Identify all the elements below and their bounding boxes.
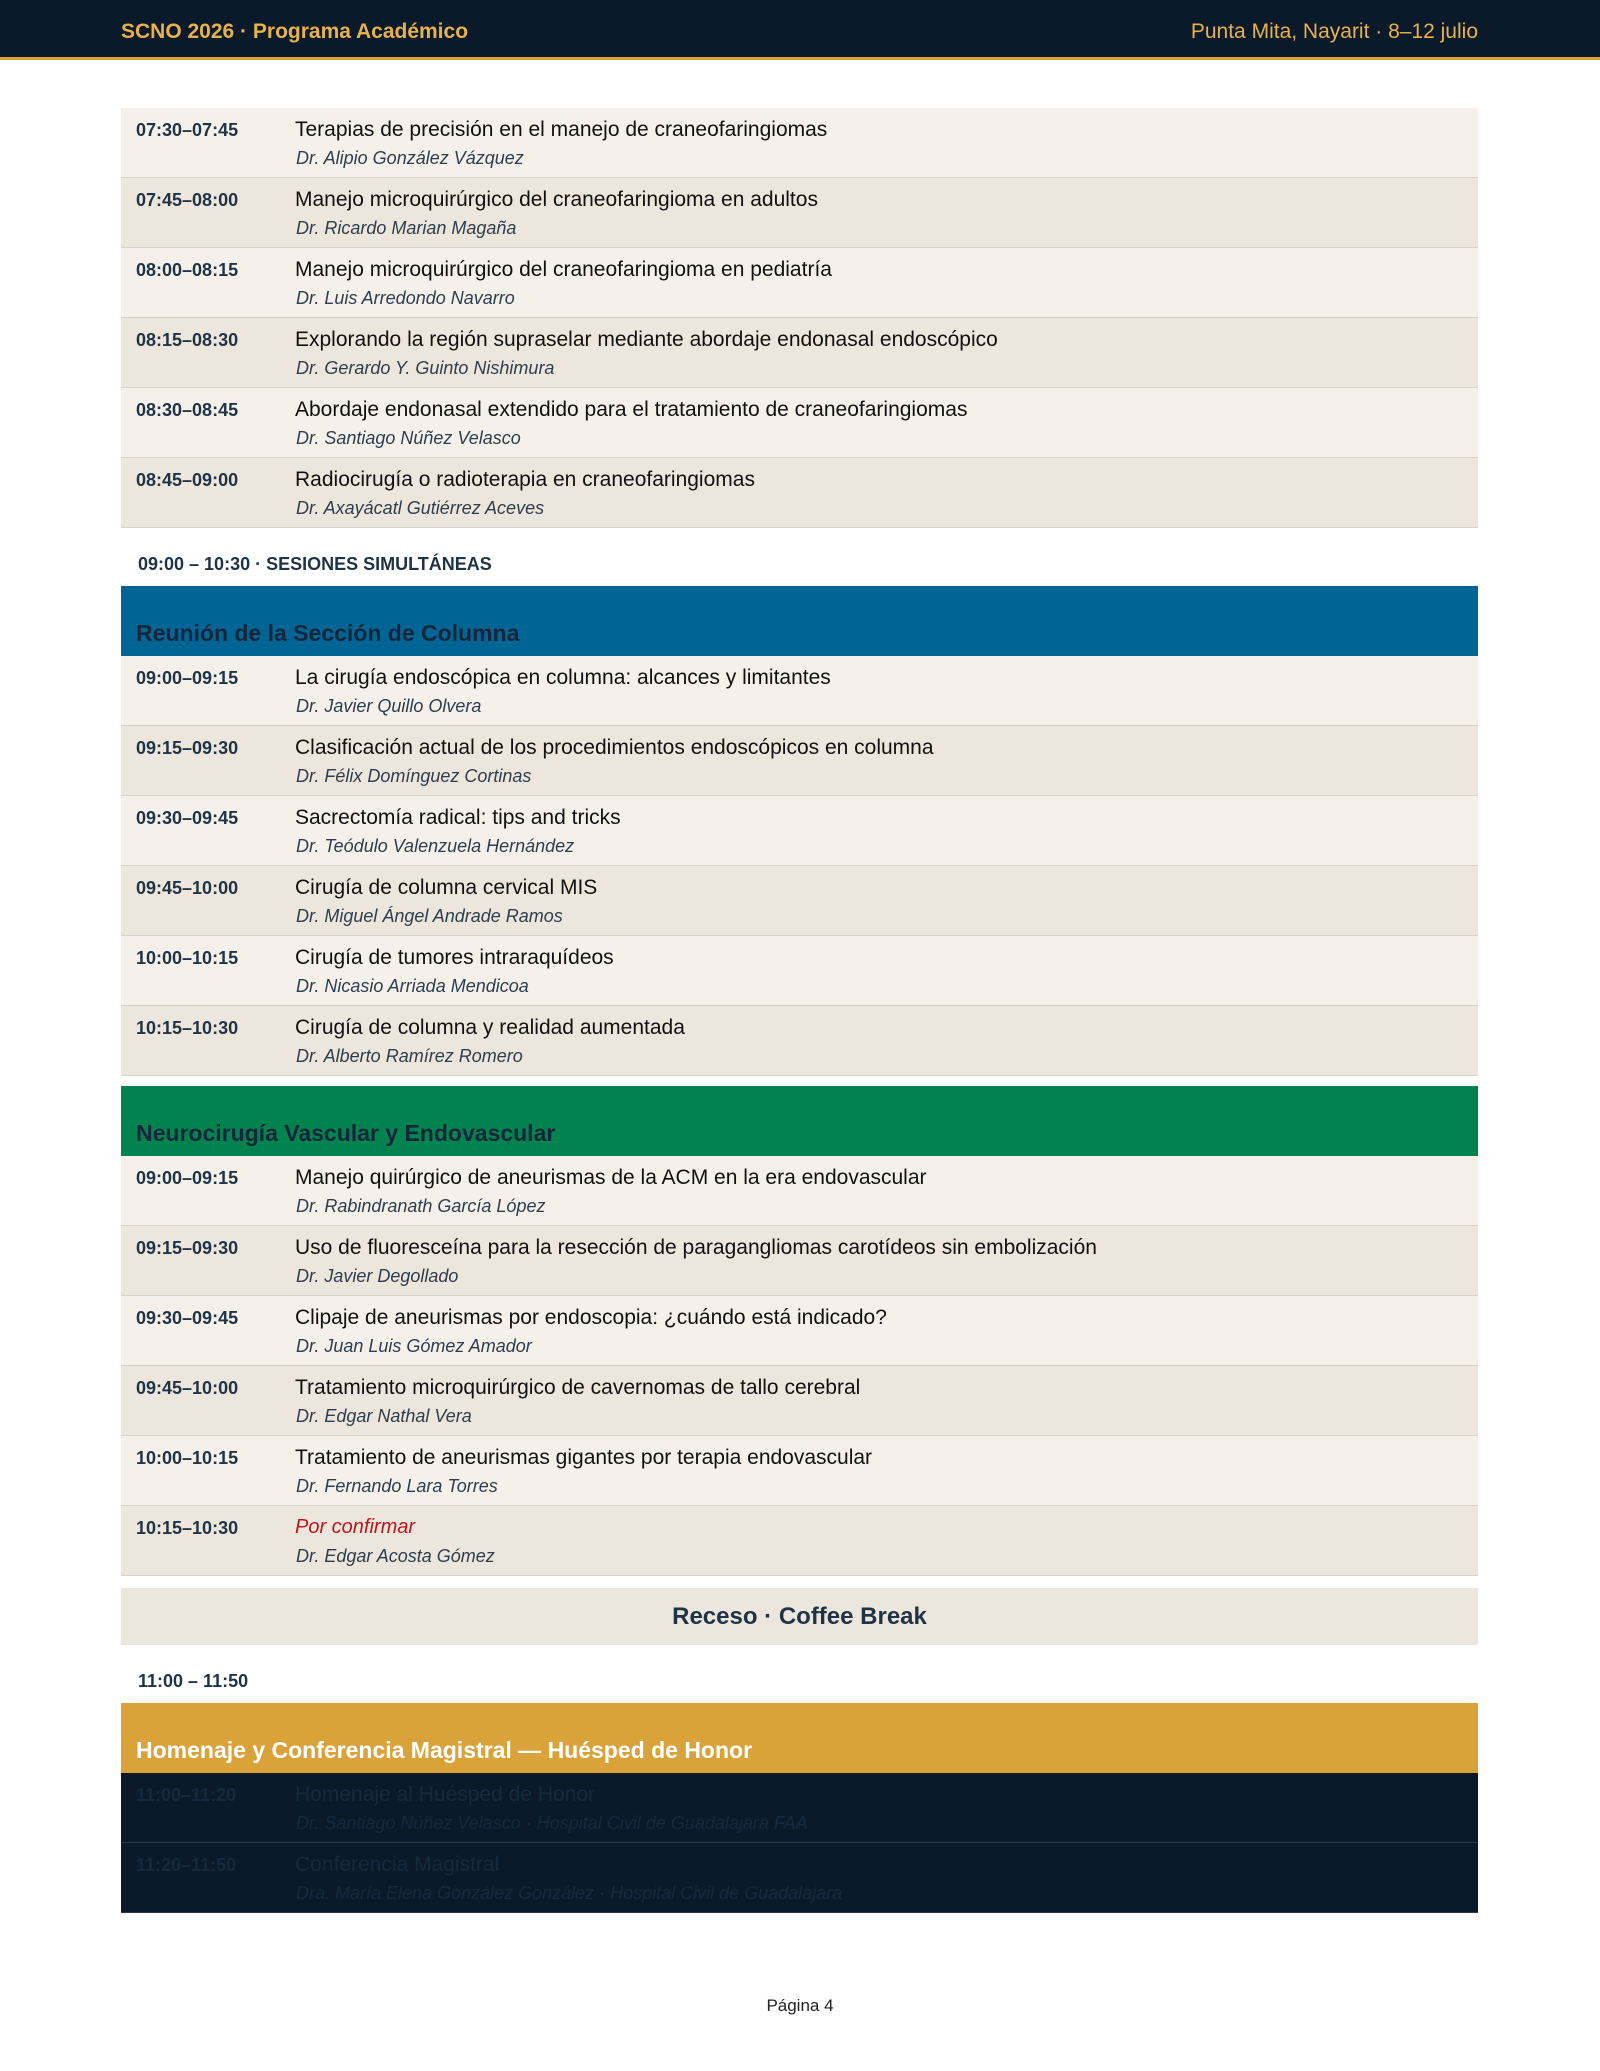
session-time: 07:30–07:45 bbox=[136, 120, 239, 140]
list-item bbox=[121, 178, 1478, 248]
list-item bbox=[121, 726, 1478, 796]
session-time: 10:15–10:30 bbox=[136, 1518, 239, 1538]
talk-title: Tratamiento microquirúrgico de cavernomas de tallo cerebral bbox=[295, 1376, 861, 1399]
program-content bbox=[121, 108, 1478, 1913]
speaker-name: Dr. Rabindranath García López bbox=[296, 1196, 546, 1216]
session-time: 07:45–08:00 bbox=[136, 190, 239, 210]
list-item bbox=[121, 796, 1478, 866]
list-item bbox=[121, 318, 1478, 388]
talk-title: Abordaje endonasal extendido para el tratamiento de craneofaringiomas bbox=[295, 398, 968, 421]
session-time: 09:15–09:30 bbox=[136, 738, 239, 758]
homenaje-time-label bbox=[121, 1645, 1478, 1703]
talk-title: Homenaje al Huésped de Honor bbox=[295, 1783, 596, 1806]
speaker-name: Dr. Javier Degollado bbox=[296, 1266, 459, 1286]
session-time: 09:00–09:15 bbox=[136, 668, 239, 688]
talk-title: Sacrectomía radical: tips and tricks bbox=[295, 806, 621, 829]
list-item bbox=[121, 458, 1478, 528]
header-location-dates: Punta Mita, Nayarit · 8–12 julio bbox=[1190, 20, 1478, 43]
list-item bbox=[121, 1506, 1478, 1576]
craneofaringioma-block bbox=[121, 108, 1478, 528]
speaker-name: Dr. Edgar Nathal Vera bbox=[296, 1406, 472, 1426]
list-item bbox=[121, 936, 1478, 1006]
speaker-name: Dr. Fernando Lara Torres bbox=[296, 1476, 498, 1496]
list-item bbox=[121, 1006, 1478, 1076]
break-label: Receso · Coffee Break bbox=[672, 1603, 927, 1630]
section-heading-homenaje bbox=[121, 1703, 1478, 1773]
talk-title: Explorando la región supraselar mediante abordaje endonasal endoscópico bbox=[295, 328, 998, 351]
coffee-break-bar bbox=[121, 1588, 1478, 1645]
page-header bbox=[0, 0, 1600, 60]
list-item bbox=[121, 1773, 1478, 1843]
simultaneous-sessions-label bbox=[121, 528, 1478, 586]
speaker-name: Dr. Gerardo Y. Guinto Nishimura bbox=[296, 358, 555, 378]
speaker-name: Dr. Félix Domínguez Cortinas bbox=[296, 766, 532, 786]
talk-title: Uso de fluoresceína para la resección de paragangliomas carotídeos sin embolización bbox=[295, 1236, 1097, 1259]
talk-title: Manejo microquirúrgico del craneofaringioma en adultos bbox=[295, 188, 818, 211]
speaker-name: Dr. Nicasio Arriada Mendicoa bbox=[296, 976, 529, 996]
session-time: 09:30–09:45 bbox=[136, 1308, 239, 1328]
session-time: 10:00–10:15 bbox=[136, 1448, 239, 1468]
talk-title-to-be-confirmed: Por confirmar bbox=[295, 1516, 416, 1538]
talk-title: Cirugía de tumores intraraquídeos bbox=[295, 946, 614, 969]
list-item bbox=[121, 248, 1478, 318]
header-title: SCNO 2026 · Programa Académico bbox=[121, 20, 469, 43]
list-item bbox=[121, 1156, 1478, 1226]
list-item bbox=[121, 108, 1478, 178]
list-item bbox=[121, 656, 1478, 726]
list-item bbox=[121, 1226, 1478, 1296]
list-item bbox=[121, 1366, 1478, 1436]
session-time: 08:00–08:15 bbox=[136, 260, 239, 280]
session-time: 08:45–09:00 bbox=[136, 470, 239, 490]
talk-title: Clasificación actual de los procedimientos endoscópicos en columna bbox=[295, 736, 934, 759]
section-heading-text: Reunión de la Sección de Columna bbox=[136, 620, 520, 646]
session-time: 09:45–10:00 bbox=[136, 878, 239, 898]
speaker-name: Dr. Luis Arredondo Navarro bbox=[296, 288, 515, 308]
speaker-name: Dr. Teódulo Valenzuela Hernández bbox=[296, 836, 575, 856]
talk-title: Cirugía de columna cervical MIS bbox=[295, 876, 598, 899]
session-time: 10:15–10:30 bbox=[136, 1018, 239, 1038]
section-heading-columna bbox=[121, 586, 1478, 656]
speaker-name: Dr. Javier Quillo Olvera bbox=[296, 696, 482, 716]
session-time: 09:15–09:30 bbox=[136, 1238, 239, 1258]
speaker-name: Dr. Alberto Ramírez Romero bbox=[296, 1046, 523, 1066]
session-time: 08:30–08:45 bbox=[136, 400, 239, 420]
list-item bbox=[121, 1436, 1478, 1506]
speaker-name: Dr. Miguel Ángel Andrade Ramos bbox=[296, 906, 563, 926]
talk-title: La cirugía endoscópica en columna: alcances y limitantes bbox=[295, 666, 831, 689]
section-heading-text: Neurocirugía Vascular y Endovascular bbox=[136, 1120, 556, 1146]
page-number: Página 4 bbox=[766, 1996, 834, 2015]
section-heading-vascular bbox=[121, 1086, 1478, 1156]
list-item bbox=[121, 1296, 1478, 1366]
session-time: 11:20–11:50 bbox=[136, 1855, 237, 1875]
talk-title: Manejo quirúrgico de aneurismas de la ACM en la era endovascular bbox=[295, 1166, 927, 1189]
speaker-name: Dr. Axayácatl Gutiérrez Aceves bbox=[296, 498, 545, 518]
session-time: 10:00–10:15 bbox=[136, 948, 239, 968]
talk-title: Tratamiento de aneurismas gigantes por terapia endovascular bbox=[295, 1446, 873, 1469]
speaker-name: Dr. Santiago Núñez Velasco · Hospital Civil de Guadalajara FAA bbox=[296, 1813, 808, 1833]
talk-title: Cirugía de columna y realidad aumentada bbox=[295, 1016, 685, 1039]
speaker-name: Dra. María Elena González González · Hospital Civil de Guadalajara bbox=[296, 1883, 843, 1903]
homenaje-time-text: 11:00 – 11:50 bbox=[138, 1671, 249, 1691]
speaker-name: Dr. Juan Luis Gómez Amador bbox=[296, 1336, 532, 1356]
session-label-text: 09:00 – 10:30 · SESIONES SIMULTÁNEAS bbox=[138, 554, 492, 574]
talk-title: Radiocirugía o radioterapia en craneofaringiomas bbox=[295, 468, 755, 491]
talk-title: Terapias de precisión en el manejo de craneofaringiomas bbox=[295, 118, 828, 141]
speaker-name: Dr. Santiago Núñez Velasco bbox=[296, 428, 521, 448]
talk-title: Conferencia Magistral bbox=[295, 1853, 500, 1876]
speaker-name: Dr. Edgar Acosta Gómez bbox=[296, 1546, 495, 1566]
talk-title: Manejo microquirúrgico del craneofaringioma en pediatría bbox=[295, 258, 832, 281]
section-heading-text: Homenaje y Conferencia Magistral — Huésped de Honor bbox=[136, 1737, 753, 1763]
speaker-name: Dr. Alipio González Vázquez bbox=[296, 148, 524, 168]
session-time: 09:45–10:00 bbox=[136, 1378, 239, 1398]
list-item bbox=[121, 866, 1478, 936]
session-time: 11:00–11:20 bbox=[136, 1785, 237, 1805]
talk-title: Clipaje de aneurismas por endoscopia: ¿cuándo está indicado? bbox=[295, 1306, 887, 1329]
speaker-name: Dr. Ricardo Marian Magaña bbox=[296, 218, 517, 238]
list-item bbox=[121, 1843, 1478, 1913]
session-time: 09:30–09:45 bbox=[136, 808, 239, 828]
session-time: 09:00–09:15 bbox=[136, 1168, 239, 1188]
session-time: 08:15–08:30 bbox=[136, 330, 239, 350]
list-item bbox=[121, 388, 1478, 458]
